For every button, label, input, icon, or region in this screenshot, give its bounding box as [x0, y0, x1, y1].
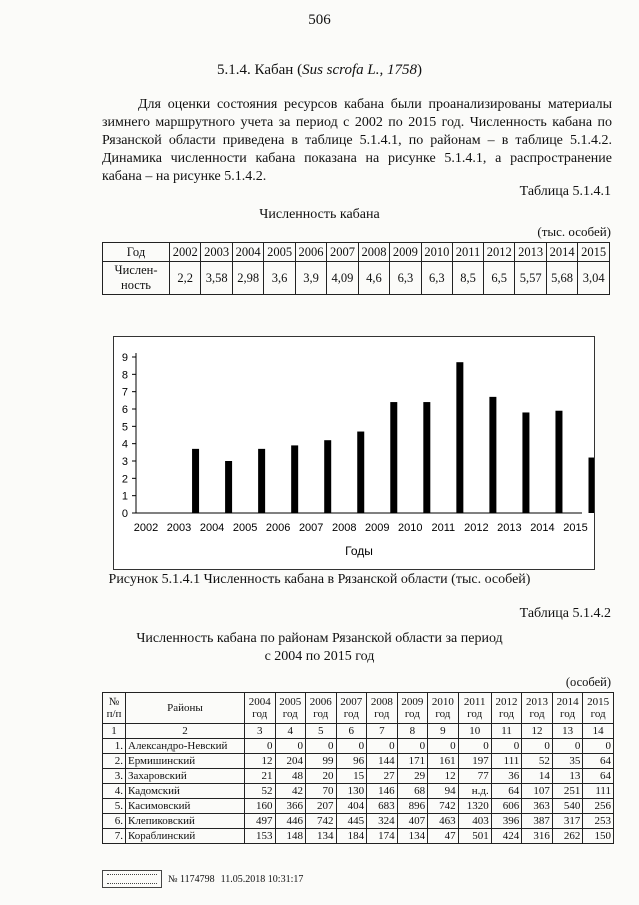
table1-year-cell: 2009 — [390, 243, 421, 262]
table1-value-cell: 3,04 — [578, 262, 610, 295]
table2-value-cell: 130 — [336, 784, 367, 799]
district-table — [102, 692, 614, 844]
table1-year-cell: 2006 — [295, 243, 326, 262]
x-tick-label: 2013 — [497, 522, 522, 534]
table2-index-row — [103, 724, 614, 739]
table2-year: 2010 — [431, 696, 454, 708]
table1-value-cell: 6,3 — [390, 262, 421, 295]
table2-value-cell: 742 — [306, 814, 337, 829]
table2-value-cell: 501 — [458, 829, 491, 844]
bar — [589, 458, 595, 513]
table2-year-suffix: год — [343, 708, 359, 720]
table2-value-cell: 207 — [306, 799, 337, 814]
table2-index-cell: 7 — [367, 724, 398, 739]
table2-district-name: Касимовский — [126, 799, 245, 814]
x-tick-label: 2005 — [232, 522, 258, 534]
bar — [390, 402, 397, 513]
bar — [324, 440, 331, 513]
table2-year-suffix: год — [252, 708, 268, 720]
table2-year: 2008 — [370, 696, 393, 708]
table-row — [103, 739, 614, 754]
table1-value-cell: 6,5 — [483, 262, 514, 295]
table-row — [103, 784, 614, 799]
table2-value-cell: 0 — [458, 739, 491, 754]
table2-value-cell: 0 — [397, 739, 428, 754]
table1-value-cell: 3,9 — [295, 262, 326, 295]
table2-year: 2009 — [401, 696, 424, 708]
table2-value-cell: 316 — [522, 829, 553, 844]
table2-value-cell: 68 — [397, 784, 428, 799]
table2-index-cell: 3 — [245, 724, 276, 739]
x-tick-label: 2012 — [464, 522, 489, 534]
table2-year-suffix: год — [404, 708, 420, 720]
table2-value-cell: 262 — [552, 829, 583, 844]
bar — [522, 412, 529, 513]
table2-value-cell: 160 — [245, 799, 276, 814]
table2-value-cell: 0 — [522, 739, 553, 754]
table2-value-cell: 0 — [583, 739, 614, 754]
table-row — [103, 754, 614, 769]
table2-year: 2007 — [340, 696, 363, 708]
table2-value-cell: 134 — [397, 829, 428, 844]
y-tick-label: 3 — [121, 456, 128, 468]
table2-value-cell: 896 — [397, 799, 428, 814]
table2-index-cell: 12 — [522, 724, 553, 739]
table2-value-cell: 29 — [397, 769, 428, 784]
table1-value-cell: 5,57 — [515, 262, 546, 295]
table2-year-header — [336, 693, 367, 724]
y-tick-label: 4 — [121, 438, 128, 451]
table1-value-cell: 6,3 — [421, 262, 452, 295]
table2-year-suffix: год — [435, 708, 451, 720]
table2-value-cell: 64 — [491, 784, 522, 799]
table2-unit: (особей) — [565, 675, 611, 689]
table2-value-cell: 21 — [245, 769, 276, 784]
table2-year-header — [583, 693, 614, 724]
table1-value-cell: 3,6 — [264, 262, 295, 295]
section-number: 5.1.4. — [217, 62, 251, 78]
y-tick-label: 5 — [121, 421, 128, 434]
table1-year-cell: 2003 — [201, 243, 232, 262]
table2-value-cell: 64 — [583, 754, 614, 769]
table2-district-name: Захаровский — [126, 769, 245, 784]
table2-year: 2012 — [495, 696, 518, 708]
table2-index-cell: 14 — [583, 724, 614, 739]
table1-year-row — [103, 243, 610, 262]
table2-year-header — [522, 693, 553, 724]
table2-value-cell: 27 — [367, 769, 398, 784]
table2-index-cell: 2 — [126, 724, 245, 739]
table2-value-cell: 404 — [336, 799, 367, 814]
y-tick-label: 2 — [121, 473, 128, 486]
table2-index-cell: 10 — [458, 724, 491, 739]
population-chart — [113, 336, 595, 570]
table2-index-cell: 8 — [397, 724, 428, 739]
table2-value-cell: 0 — [491, 739, 522, 754]
bar — [225, 461, 232, 513]
table2-value-cell: 15 — [336, 769, 367, 784]
table2-year-suffix: год — [590, 708, 606, 720]
y-tick-label: 6 — [121, 404, 128, 416]
table2-value-cell: 256 — [583, 799, 614, 814]
table2-year: 2006 — [309, 696, 332, 708]
table2-value-cell: 396 — [491, 814, 522, 829]
table2-value-cell: 20 — [306, 769, 337, 784]
table2-year-suffix: год — [560, 708, 576, 720]
table-row — [103, 799, 614, 814]
table2-index-cell: 1 — [103, 724, 126, 739]
table2-year-suffix: год — [282, 708, 298, 720]
table2-index-cell: 6 — [336, 724, 367, 739]
table1-title: Численность кабана — [259, 207, 380, 222]
table2-value-cell: 540 — [552, 799, 583, 814]
table2-value-cell: 197 — [458, 754, 491, 769]
table2-value-cell: 153 — [245, 829, 276, 844]
table2-value-cell: 174 — [367, 829, 398, 844]
table1-value-cell: 2,2 — [170, 262, 201, 295]
table2-value-cell: 0 — [275, 739, 306, 754]
table2-value-cell: 107 — [522, 784, 553, 799]
table2-value-cell: 94 — [428, 784, 459, 799]
x-tick-label: 2002 — [133, 522, 159, 534]
bar — [489, 397, 496, 513]
table2-value-cell: 77 — [458, 769, 491, 784]
table2-value-cell: н.д. — [458, 784, 491, 799]
table2-index-cell: 5 — [306, 724, 337, 739]
bar — [192, 449, 199, 513]
table2-value-cell: 144 — [367, 754, 398, 769]
table2-value-cell: 96 — [336, 754, 367, 769]
table2-value-cell: 70 — [306, 784, 337, 799]
bar — [456, 362, 463, 513]
section-title: Кабан — [254, 62, 294, 78]
stamp-logo — [102, 870, 162, 888]
table2-value-cell: 12 — [428, 769, 459, 784]
x-tick-label: 2007 — [298, 522, 324, 534]
table2-year: 2011 — [463, 696, 486, 708]
table2-value-cell: 407 — [397, 814, 428, 829]
table2-value-cell: 111 — [491, 754, 522, 769]
y-tick-label: 8 — [121, 369, 128, 382]
table2-value-cell: 446 — [275, 814, 306, 829]
section-heading: 5.1.4. Кабан (Sus scrofa L., 1758) — [217, 62, 422, 78]
table2-index-cell: 13 — [552, 724, 583, 739]
x-tick-label: 2008 — [331, 522, 357, 534]
section-latin-name: Sus scrofa L., 1758 — [302, 62, 417, 78]
table2-row-number: 1. — [103, 739, 126, 754]
table1-value-cell: 4,09 — [327, 262, 358, 295]
table2-value-cell: 35 — [552, 754, 583, 769]
table2-value-cell: 111 — [583, 784, 614, 799]
table2-value-cell: 204 — [275, 754, 306, 769]
bar-chart-svg — [114, 337, 594, 569]
intro-paragraph: Для оценки состояния ресурсов кабана были проанализированы материалы зимнего маршрутного учета за период с 2002 по 2015 год. Численность кабана по Рязанской области приведена в таблице 5.1.4.1, по районам – в таблице 5.1.4.2. Динамика численности кабана показана на рисунке 5.1.4.1, а распространение кабана – на рисунке 5.1.4.2. — [102, 97, 612, 184]
table2-value-cell: 317 — [552, 814, 583, 829]
table2-index-cell: 9 — [428, 724, 459, 739]
bar — [423, 402, 430, 513]
table1-year-cell: 2013 — [515, 243, 546, 262]
table-row — [103, 769, 614, 784]
table2-year-header — [491, 693, 522, 724]
table2-row-number: 3. — [103, 769, 126, 784]
table2-value-cell: 387 — [522, 814, 553, 829]
table2-title-line2: с 2004 по 2015 год — [264, 649, 375, 664]
table2-district-name: Ермишинский — [126, 754, 245, 769]
table2-value-cell: 0 — [245, 739, 276, 754]
table2-value-cell: 161 — [428, 754, 459, 769]
table2-year-header — [397, 693, 428, 724]
table2-value-cell: 497 — [245, 814, 276, 829]
table2-row-number: 5. — [103, 799, 126, 814]
table2-value-cell: 0 — [336, 739, 367, 754]
table2-year-header — [458, 693, 491, 724]
table2-year: 2014 — [556, 696, 579, 708]
table2-value-cell: 742 — [428, 799, 459, 814]
table2-value-cell: 0 — [428, 739, 459, 754]
x-tick-label: 2014 — [530, 522, 555, 534]
table2-caption: Таблица 5.1.4.2 — [519, 606, 611, 621]
table2-value-cell: 0 — [552, 739, 583, 754]
table2-year-suffix: год — [467, 708, 483, 720]
table1-year-cell: 2011 — [453, 243, 484, 262]
bar — [555, 411, 562, 513]
x-tick-label: 2006 — [265, 522, 291, 534]
table2-year-header — [552, 693, 583, 724]
table2-district-name: Кораблинский — [126, 829, 245, 844]
table2-value-cell: 14 — [522, 769, 553, 784]
bar — [357, 432, 364, 513]
doc-number: № 1174798 — [168, 873, 215, 885]
table2-value-cell: 134 — [306, 829, 337, 844]
table1-year-cell: 2002 — [170, 243, 201, 262]
table1-value-cell: 5,68 — [546, 262, 577, 295]
table2-col-district: Районы — [126, 693, 245, 724]
table1-year-cell: 2012 — [483, 243, 514, 262]
table2-header-row — [103, 693, 614, 724]
table2-value-cell: 1320 — [458, 799, 491, 814]
bar — [258, 449, 265, 513]
table1-value-cell: 4,6 — [358, 262, 389, 295]
table2-year-header — [367, 693, 398, 724]
table2-title-line1: Численность кабана по районам Рязанской области за период — [136, 631, 503, 646]
table2-row-number: 6. — [103, 814, 126, 829]
table2-year-suffix: год — [374, 708, 390, 720]
table2-value-cell: 403 — [458, 814, 491, 829]
table2-row-number: 2. — [103, 754, 126, 769]
table2-value-cell: 363 — [522, 799, 553, 814]
population-table — [102, 242, 610, 295]
table2-year-header — [245, 693, 276, 724]
table2-year: 2004 — [248, 696, 271, 708]
table2-value-cell: 683 — [367, 799, 398, 814]
table1-value-cell: 8,5 — [453, 262, 484, 295]
table2-value-cell: 253 — [583, 814, 614, 829]
doc-timestamp: 11.05.2018 10:31:17 — [220, 873, 304, 885]
x-tick-label: 2011 — [431, 522, 456, 534]
table2-value-cell: 0 — [306, 739, 337, 754]
table2-value-cell: 146 — [367, 784, 398, 799]
table2-year-header — [306, 693, 337, 724]
table2-year-suffix: год — [529, 708, 545, 720]
y-tick-label: 0 — [121, 508, 128, 520]
table2-value-cell: 48 — [275, 769, 306, 784]
table1-year-cell: 2005 — [264, 243, 295, 262]
table2-value-cell: 13 — [552, 769, 583, 784]
table2-value-cell: 52 — [522, 754, 553, 769]
table2-year: 2005 — [279, 696, 302, 708]
table2-value-cell: 64 — [583, 769, 614, 784]
page-number: 506 — [308, 12, 331, 28]
table2-value-cell: 171 — [397, 754, 428, 769]
y-tick-label: 9 — [121, 352, 128, 364]
footer — [102, 870, 303, 888]
table1-value-cell: 2,98 — [232, 262, 263, 295]
table1-row2-label: Числен-ность — [103, 262, 170, 295]
table2-value-cell: 606 — [491, 799, 522, 814]
table2-district-name: Александро-Невский — [126, 739, 245, 754]
table2-value-cell: 47 — [428, 829, 459, 844]
table2-value-cell: 251 — [552, 784, 583, 799]
table2-value-cell: 0 — [367, 739, 398, 754]
table2-year-header — [428, 693, 459, 724]
table2-value-cell: 52 — [245, 784, 276, 799]
table1-unit: (тыс. особей) — [537, 224, 611, 239]
table2-year: 2015 — [587, 696, 610, 708]
table-row — [103, 829, 614, 844]
table1-year-cell: 2004 — [232, 243, 263, 262]
table2-district-name: Клепиковский — [126, 814, 245, 829]
table1-year-cell: 2015 — [578, 243, 610, 262]
table1-year-cell: 2014 — [546, 243, 577, 262]
table2-value-cell: 424 — [491, 829, 522, 844]
table-row — [103, 814, 614, 829]
x-tick-label: 2015 — [563, 522, 588, 534]
table2-value-cell: 366 — [275, 799, 306, 814]
table2-year: 2013 — [526, 696, 549, 708]
table1-value-cell: 3,58 — [201, 262, 232, 295]
x-tick-label: 2004 — [199, 522, 225, 534]
table2-year-header — [275, 693, 306, 724]
table2-district-name: Кадомский — [126, 784, 245, 799]
x-tick-label: 2010 — [398, 522, 423, 534]
table1-row1-label: Год — [103, 243, 170, 262]
bar — [291, 445, 298, 513]
table1-value-row — [103, 262, 610, 295]
y-tick-label: 7 — [121, 386, 128, 399]
x-tick-label: 2003 — [166, 522, 192, 534]
table2-row-number: 7. — [103, 829, 126, 844]
x-tick-label: 2009 — [365, 522, 390, 534]
table2-value-cell: 184 — [336, 829, 367, 844]
table2-col-num: № п/п — [103, 693, 126, 724]
table1-year-cell: 2007 — [327, 243, 358, 262]
table2-value-cell: 324 — [367, 814, 398, 829]
table2-value-cell: 36 — [491, 769, 522, 784]
table1-year-cell: 2010 — [421, 243, 452, 262]
table2-value-cell: 148 — [275, 829, 306, 844]
table2-value-cell: 150 — [583, 829, 614, 844]
table2-value-cell: 12 — [245, 754, 276, 769]
table2-year-suffix: год — [313, 708, 329, 720]
table1-caption: Таблица 5.1.4.1 — [519, 184, 611, 199]
figure-caption: Рисунок 5.1.4.1 Численность кабана в Рязанской области (тыс. особей) — [108, 572, 531, 587]
x-axis-label: Годы — [345, 544, 373, 558]
y-tick-label: 1 — [121, 490, 128, 503]
table2-index-cell: 11 — [491, 724, 522, 739]
table2-title — [0, 630, 639, 666]
table2-index-cell: 4 — [275, 724, 306, 739]
table2-value-cell: 99 — [306, 754, 337, 769]
table2-year-suffix: год — [499, 708, 515, 720]
table1-year-cell: 2008 — [358, 243, 389, 262]
table2-row-number: 4. — [103, 784, 126, 799]
table2-value-cell: 463 — [428, 814, 459, 829]
table2-value-cell: 42 — [275, 784, 306, 799]
table2-value-cell: 445 — [336, 814, 367, 829]
